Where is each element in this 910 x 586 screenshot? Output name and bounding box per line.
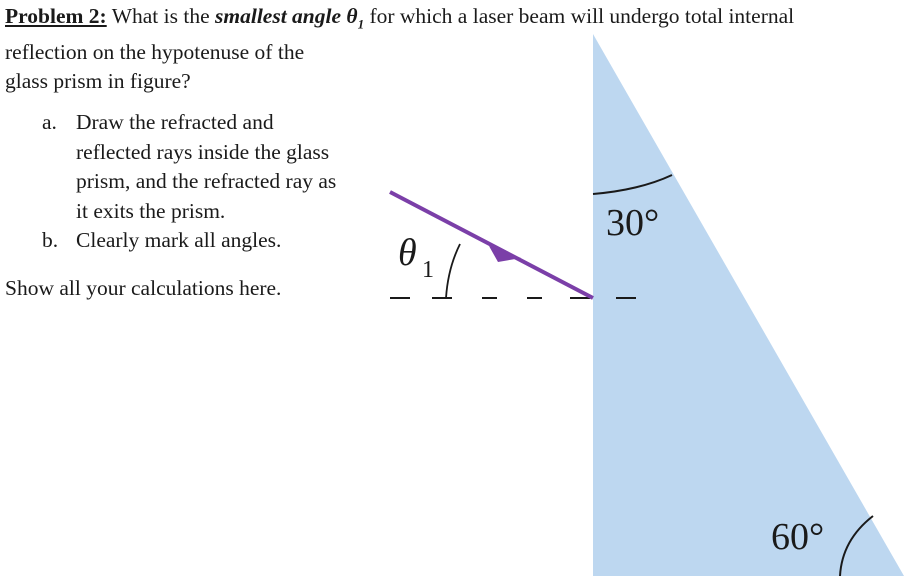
incident-laser-ray	[390, 192, 593, 298]
task-marker-b: b.	[42, 228, 59, 253]
incident-angle-arc	[446, 244, 460, 298]
problem-emphasis-subscript: 1	[357, 16, 365, 32]
task-a-line-3: prism, and the refracted ray as	[76, 169, 337, 194]
problem-label: Problem 2:	[5, 4, 107, 28]
calculation-prompt: Show all your calculations here.	[5, 276, 282, 300]
problem-text-1: What is the	[106, 4, 215, 28]
problem-line-2: reflection on the hypotenuse of the	[5, 40, 305, 65]
incident-angle-label: θ	[398, 232, 417, 274]
bottom-angle-label: 60°	[771, 516, 825, 558]
task-a-line-1: Draw the refracted and	[76, 110, 274, 134]
top-angle-label: 30°	[606, 202, 660, 244]
glass-prism	[593, 34, 904, 576]
problem-text-2: for which a laser beam will undergo total internal	[364, 4, 795, 28]
task-a-line-4: it exits the prism.	[76, 198, 226, 223]
task-a-line-2: reflected rays inside the glass	[76, 139, 330, 164]
task-b-line-1: Clearly mark all angles.	[76, 228, 282, 253]
task-marker-a: a.	[42, 110, 57, 134]
incident-angle-subscript: 1	[422, 257, 434, 283]
problem-line-3: glass prism in figure?	[5, 69, 191, 94]
problem-emphasis-text: smallest angle θ	[215, 4, 358, 28]
